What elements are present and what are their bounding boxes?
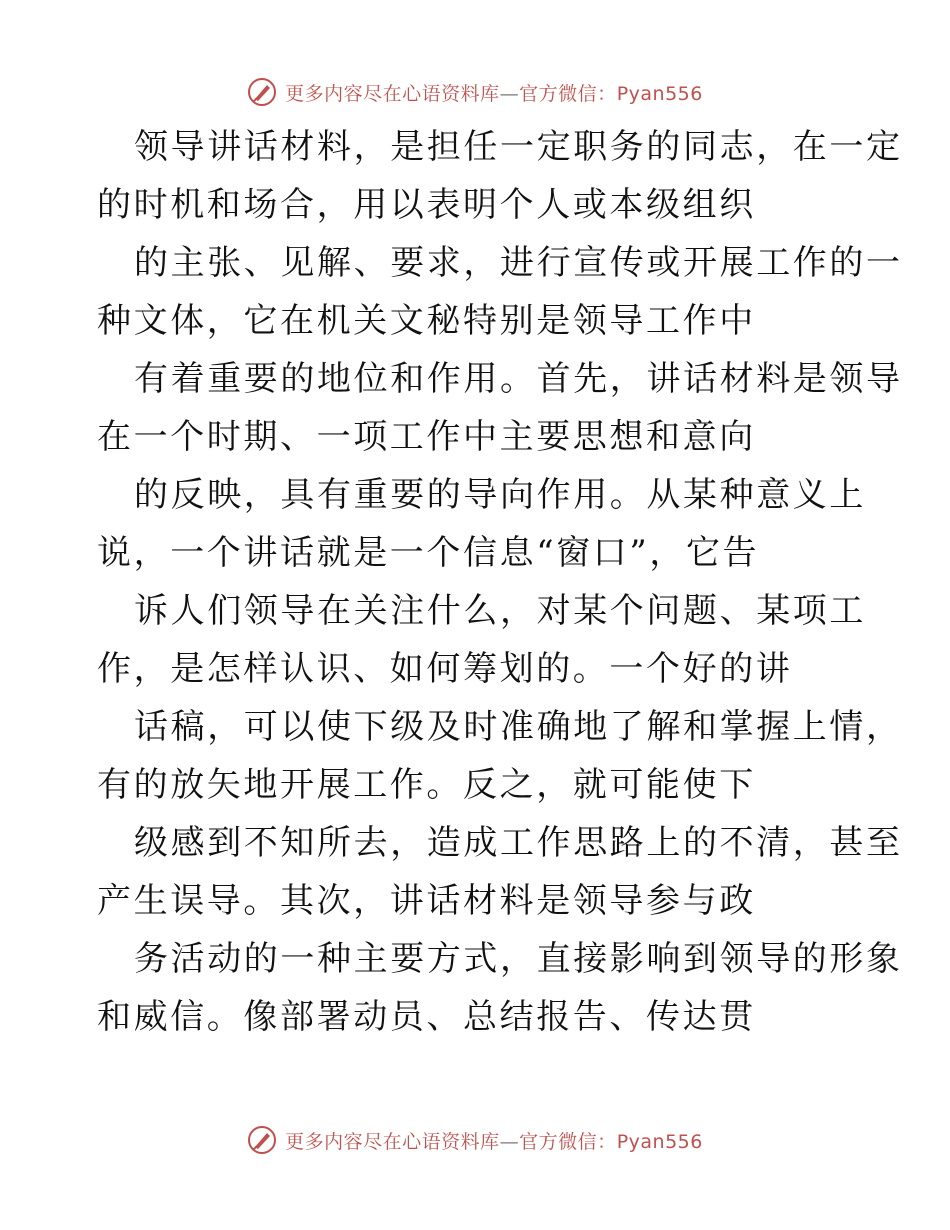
body-text-line: 有着重要的地位和作用。首先，讲话材料是领导: [134, 359, 903, 399]
quill-logo-icon: [247, 1125, 277, 1155]
watermark-contact: 官方微信：: [519, 1130, 617, 1153]
watermark-main: 更多内容尽在心语资料库: [285, 82, 500, 105]
body-text-line: 的反映，具有重要的导向作用。从某种意义上: [134, 475, 866, 515]
watermark-separator: —: [499, 82, 520, 105]
page-footer-watermark: [0, 1120, 950, 1160]
body-text-line: 在一个时期、一项工作中主要思想和意向: [97, 417, 756, 457]
watermark-id: Pyan556: [616, 82, 703, 105]
body-text-line: 有的放矢地开展工作。反之，就可能使下: [97, 765, 756, 805]
watermark-text: [285, 79, 703, 106]
quill-logo-icon: [247, 77, 277, 107]
body-text-line: 的时机和场合，用以表明个人或本级组织: [97, 185, 756, 225]
body-text-line: 话稿，可以使下级及时准确地了解和掌握上情，: [134, 707, 903, 747]
body-text-line: 级感到不知所去，造成工作思路上的不清，甚至: [134, 823, 903, 863]
watermark-contact: 官方微信：: [519, 82, 617, 105]
body-text-line: 的主张、见解、要求，进行宣传或开展工作的一: [134, 243, 903, 283]
watermark-separator: —: [499, 1130, 520, 1153]
body-text-line: 务活动的一种主要方式，直接影响到领导的形象: [134, 939, 903, 979]
body-text-line: 领导讲话材料，是担任一定职务的同志，在一定: [134, 127, 903, 167]
watermark-id: Pyan556: [616, 1130, 703, 1153]
page-header-watermark: [0, 72, 950, 112]
body-text-line: 说，一个讲话就是一个信息“窗口”，它告: [97, 533, 760, 573]
body-text-line: 作，是怎样认识、如何筹划的。一个好的讲: [97, 649, 793, 689]
document-body: [97, 118, 903, 1046]
watermark-text: [285, 1127, 703, 1154]
body-text-line: 和威信。像部署动员、总结报告、传达贯: [97, 997, 756, 1037]
body-text-line: 诉人们领导在关注什么，对某个问题、某项工: [134, 591, 866, 631]
body-text-line: 产生误导。其次，讲话材料是领导参与政: [97, 881, 756, 921]
watermark-main: 更多内容尽在心语资料库: [285, 1130, 500, 1153]
body-text-line: 种文体，它在机关文秘特别是领导工作中: [97, 301, 756, 341]
